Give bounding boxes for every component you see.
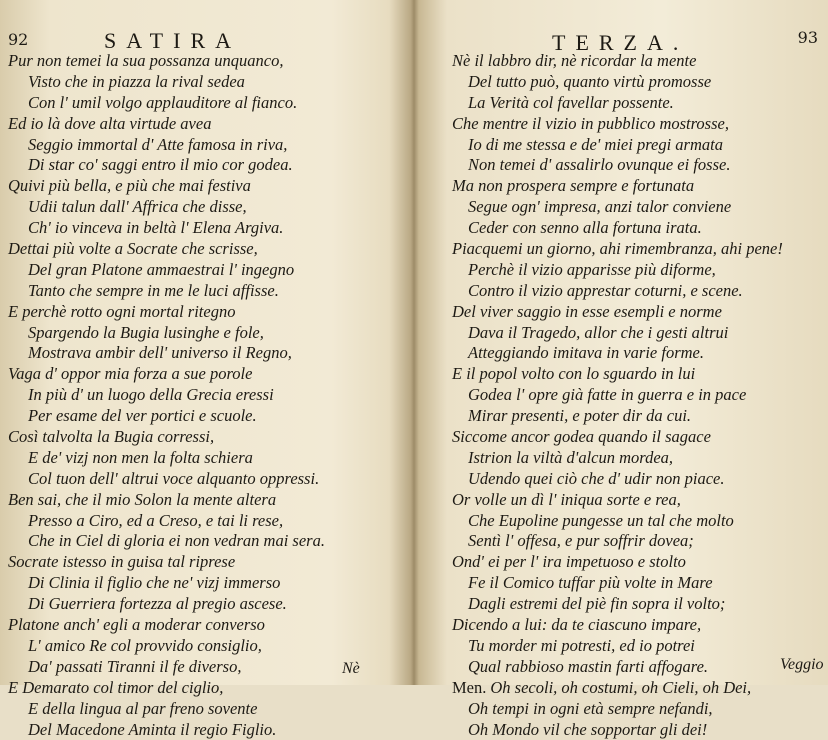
verse-line: [0, 93, 408, 114]
verse-text: Udendo quei ciò che d' udir non piace.: [468, 469, 724, 488]
verse-line: [414, 323, 828, 344]
verse-text: Tu morder mi potresti, ed io potrei: [468, 636, 695, 655]
verse-text: Che in Ciel di gloria ei non vedran mai sera.: [28, 531, 325, 550]
verse-line: [414, 720, 828, 740]
verse-line: [414, 531, 828, 552]
verse-text: Dava il Tragedo, allor che i gesti altrui: [468, 323, 728, 342]
running-head: TERZA.: [552, 30, 688, 56]
verse-text: In più d' un luogo della Grecia eressi: [28, 385, 274, 404]
verse-text: Tanto che sempre in me le luci affisse.: [28, 281, 279, 300]
verse-text: Del Macedone Aminta il regio Figlio.: [28, 720, 276, 739]
verse-line: [414, 469, 828, 490]
verse-text: Qual rabbioso mastin farti affogare.: [468, 657, 708, 676]
verse-line: [414, 135, 828, 156]
verse-line: [414, 343, 828, 364]
verse-text: E il popol volto con lo sguardo in lui: [452, 364, 695, 383]
verse-line: [414, 176, 828, 197]
verse-line: [0, 135, 408, 156]
page-number: 93: [798, 28, 818, 47]
verse-line: [0, 720, 408, 740]
verse-text: La Verità col favellar possente.: [468, 93, 674, 112]
verse-line: [414, 93, 828, 114]
verse-line: [414, 552, 828, 573]
verse-line: [0, 511, 408, 532]
verse-text: E de' vizj non men la folta schiera: [28, 448, 253, 467]
verse-line: [0, 302, 408, 323]
verse-text: Vaga d' oppor mia forza a sue porole: [8, 364, 252, 383]
verse-text: Per esame del ver portici e scuole.: [28, 406, 257, 425]
verse-line: [0, 176, 408, 197]
verse-text: Ond' ei per l' ira impetuoso e stolto: [452, 552, 686, 571]
verse-text: Sentì l' offesa, e pur soffrir dovea;: [468, 531, 694, 550]
verse-line: [0, 699, 408, 720]
verse-text: Ed io là dove alta virtude avea: [8, 114, 211, 133]
verse-text: Mostrava ambir dell' universo il Regno,: [28, 343, 292, 362]
verse-text: Segue ogn' impresa, anzi talor conviene: [468, 197, 731, 216]
verse-text: Perchè il vizio apparisse più diforme,: [468, 260, 716, 279]
verse-line: [0, 448, 408, 469]
page-number: 92: [8, 30, 28, 49]
verse-text: Udii talun dall' Affrica che disse,: [28, 197, 247, 216]
verse-text: Piacquemi un giorno, ahi rimembranza, ahi pene!: [452, 239, 783, 258]
verse-text: Godea l' opre già fatte in guerra e in pace: [468, 385, 746, 404]
verse-text: Quivi più bella, e più che mai festiva: [8, 176, 251, 195]
verse-line: [0, 552, 408, 573]
verse-line: [414, 218, 828, 239]
verse-block: [414, 51, 828, 740]
verse-text: Platone anch' egli a moderar converso: [8, 615, 265, 634]
verse-text: Socrate istesso in guisa tal riprese: [8, 552, 235, 571]
verse-line: [414, 260, 828, 281]
verse-text: Visto che in piazza la rival sedea: [28, 72, 245, 91]
verse-text: Del gran Platone ammaestrai l' ingegno: [28, 260, 294, 279]
verse-text: Nè il labbro dir, nè ricordar la mente: [452, 51, 696, 70]
verse-text: E Demarato col timor del ciglio,: [8, 678, 223, 697]
verse-line: [414, 197, 828, 218]
verse-line: [414, 114, 828, 135]
verse-text: Contro il vizio apprestar coturni, e scene.: [468, 281, 743, 300]
verse-line: [414, 406, 828, 427]
verse-block: [0, 51, 408, 740]
verse-line: [414, 239, 828, 260]
verse-line: [414, 678, 828, 699]
verse-line: [0, 51, 408, 72]
verse-text: Oh secoli, oh costumi, oh Cieli, oh Dei,: [490, 678, 751, 697]
verse-line: [0, 114, 408, 135]
verse-line: [414, 72, 828, 93]
right-page: [414, 0, 828, 685]
verse-line: [0, 239, 408, 260]
verse-line: [0, 573, 408, 594]
verse-line: [414, 615, 828, 636]
verse-line: [414, 573, 828, 594]
verse-line: [0, 636, 408, 657]
verse-text: Ch' io vinceva in beltà l' Elena Argiva.: [28, 218, 283, 237]
verse-text: Così talvolta la Bugia corressi,: [8, 427, 214, 446]
verse-line: [0, 531, 408, 552]
verse-text: Di Clinia il figlio che ne' vizj immerso: [28, 573, 280, 592]
verse-line: [0, 678, 408, 699]
verse-line: [0, 594, 408, 615]
verse-line: [414, 427, 828, 448]
verse-line: [414, 657, 828, 678]
verse-text: Siccome ancor godea quando il sagace: [452, 427, 711, 446]
verse-text: Che Eupoline pungesse un tal che molto: [468, 511, 734, 530]
verse-text: E perchè rotto ogni mortal ritegno: [8, 302, 235, 321]
verse-line: [414, 699, 828, 720]
verse-text: Ma non prospera sempre e fortunata: [452, 176, 694, 195]
verse-text: E della lingua al par freno sovente: [28, 699, 257, 718]
verse-text: Del viver saggio in esse esempli e norme: [452, 302, 722, 321]
verse-line: [414, 448, 828, 469]
verse-text: L' amico Re col provvido consiglio,: [28, 636, 262, 655]
speaker-label: Men.: [452, 678, 486, 697]
verse-line: [0, 72, 408, 93]
verse-text: Istrion la viltà d'alcun mordea,: [468, 448, 673, 467]
verse-line: [0, 427, 408, 448]
verse-line: [414, 281, 828, 302]
verse-line: [0, 197, 408, 218]
verse-line: [0, 406, 408, 427]
verse-line: [414, 155, 828, 176]
verse-line: [0, 218, 408, 239]
verse-text: Io di me stessa e de' miei pregi armata: [468, 135, 723, 154]
verse-line: [0, 323, 408, 344]
verse-line: [0, 385, 408, 406]
verse-text: Ben sai, che il mio Solon la mente altera: [8, 490, 276, 509]
verse-text: Dettai più volte a Socrate che scrisse,: [8, 239, 258, 258]
verse-text: Atteggiando imitava in varie forme.: [468, 343, 704, 362]
verse-line: [414, 385, 828, 406]
verse-text: Di star co' saggi entro il mio cor godea.: [28, 155, 293, 174]
verse-line: [414, 364, 828, 385]
verse-line: [414, 302, 828, 323]
verse-text: Fe il Comico tuffar più volte in Mare: [468, 573, 713, 592]
verse-line: [0, 490, 408, 511]
verse-text: Di Guerriera fortezza al pregio ascese.: [28, 594, 287, 613]
verse-line: [414, 636, 828, 657]
verse-text: Da' passati Tiranni il fe diverso,: [28, 657, 241, 676]
catchword: Nè: [342, 660, 360, 678]
verse-text: Ceder con senno alla fortuna irata.: [468, 218, 702, 237]
verse-text: Dicendo a lui: da te ciascuno impare,: [452, 615, 701, 634]
verse-text: Oh Mondo vil che sopportar gli dei!: [468, 720, 707, 739]
verse-text: Presso a Ciro, ed a Creso, e tai li rese,: [28, 511, 283, 530]
catchword: Veggio: [780, 656, 824, 674]
verse-text: Del tutto può, quanto virtù promosse: [468, 72, 711, 91]
verse-line: [0, 260, 408, 281]
verse-text: Non temei d' assalirlo ovunque ei fosse.: [468, 155, 730, 174]
verse-text: Che mentre il vizio in pubblico mostrosse,: [452, 114, 729, 133]
verse-text: Seggio immortal d' Atte famosa in riva,: [28, 135, 287, 154]
running-head: SATIRA: [104, 28, 241, 54]
verse-text: Col tuon dell' altrui voce alquanto oppressi.: [28, 469, 319, 488]
verse-line: [0, 615, 408, 636]
verse-line: [0, 155, 408, 176]
verse-line: [414, 490, 828, 511]
verse-text: Dagli estremi del piè fin sopra il volto;: [468, 594, 725, 613]
verse-line: [0, 343, 408, 364]
verse-line: [0, 469, 408, 490]
verse-line: [0, 281, 408, 302]
verse-text: Con l' umil volgo applauditore al fianco.: [28, 93, 297, 112]
verse-line: [414, 511, 828, 532]
verse-line: [414, 594, 828, 615]
verse-text: Mirar presenti, e poter dir da cui.: [468, 406, 691, 425]
verse-line: [0, 364, 408, 385]
verse-text: Or volle un dì l' iniqua sorte e rea,: [452, 490, 681, 509]
left-page: [0, 0, 408, 685]
verse-text: Pur non temei la sua possanza unquanco,: [8, 51, 283, 70]
verse-line: [414, 51, 828, 72]
verse-text: Oh tempi in ogni età sempre nefandi,: [468, 699, 713, 718]
verse-text: Spargendo la Bugia lusinghe e fole,: [28, 323, 264, 342]
